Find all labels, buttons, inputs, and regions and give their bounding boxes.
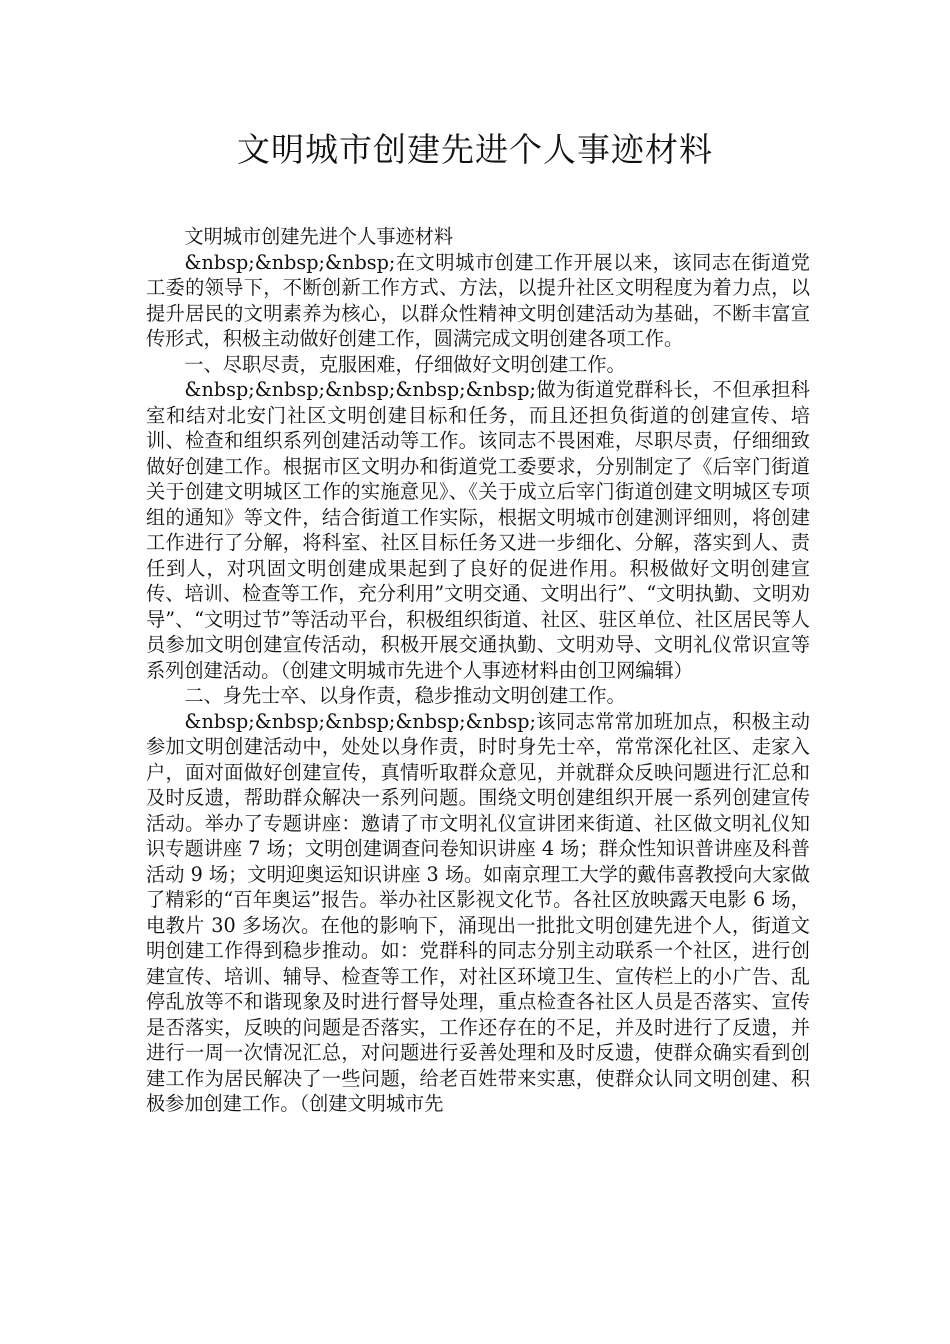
subtitle-paragraph: 文明城市创建先进个人事迹材料 [184, 225, 454, 248]
section-1-paragraph: &nbsp;&nbsp;&nbsp;&nbsp;&nbsp;做为街道党群科长，不但承担科室和结对北安门社区文明创建目标和任务，而且还担负街道的创建宣传、培训、检查和组织系列创建活动等工作。该同志不畏困难，尽职尽责，仔细细致做好创建工作。根据市区文明办和街道党工委要求，分别制定了《后宰门街道关于创建文明城区工作的实施意见》、《关于成立后宰门街道创建文明城区专项组的通知》等文件，结合街道工作实际，根据文明城市创建测评细则，将创建工作进行了分解，将科室、社区目标任务又进一步细化、分解，落实到人、责任到人，对巩固文明创建成果起到了良好的促进作用。积极做好文明创建宣传、培训、检查等工作，充分利用”文明交通、文明出行”、“文明执勤、文明劝导”、“文明过节”等活动平台，积极组织街道、社区、驻区单位、社区居民等人员参加文明创建宣传活动，积极开展交通执勤、文明劝导、文明礼仪常识宣等系列创建活动。（创建文明城市先进个人事迹材料由创卫网编辑） [146, 378, 810, 682]
document-body [146, 224, 810, 1117]
section-heading-2: 二、身先士卒、以身作责，稳步推动文明创建工作。 [184, 684, 626, 707]
document-title: 文明城市创建先进个人事迹材料 [237, 130, 713, 169]
section-2-paragraph: &nbsp;&nbsp;&nbsp;&nbsp;&nbsp;该同志常常加班加点，积极主动参加文明创建活动中，处处以身作责，时时身先士卒，常常深化社区、走家入户，面对面做好创建宣传，真情听取群众意见，并就群众反映问题进行汇总和及时反遗，帮助群众解决一系列问题。围绕文明创建组织开展一系列创建宣传活动。举办了专题讲座：邀请了市文明礼仪宣讲团来街道、社区做文明礼仪知识专题讲座 7 场；文明创建调查问卷知识讲座 4 场；群众性知识普讲座及科普活动 9 场；文明迎奥运知识讲座 3 场。如南京理工大学的戴伟喜教授向大家做了精彩的“百年奥运”报告。举办社区影视文化节。各社区放映露天电影 6 场，电教片 30 多场次。在他的影响下，涌现出一批批文明创建先进个人，街道文明创建工作得到稳步推动。如：党群科的同志分别主动联系一个社区，进行创建宣传、培训、辅导、检查等工作，对社区环境卫生、宣传栏上的小广告、乱停乱放等不和谐现象及时进行督导处理，重点检查各社区人员是否落实、宣传是否落实，反映的问题是否落实，工作还存在的不足，并及时进行了反遗，并进行一周一次情况汇总，对问题进行妥善处理和及时反遗，使群众确实看到创建工作为居民解决了一些问题，给老百姓带来实惠，使群众认同文明创建、积极参加创建工作。（创建文明城市先 [146, 709, 810, 1115]
section-heading-1: 一、尽职尽责，克服困难，仔细做好文明创建工作。 [184, 352, 626, 376]
intro-paragraph: &nbsp;&nbsp;&nbsp;在文明城市创建工作开展以来，该同志在街道党工委的领导下，不断创新工作方式、方法，以提升社区文明程度为着力点，以提升居民的文明素养为核心，以群众性精神文明创建活动为基础，不断丰富宣传形式，积极主动做好创建工作，圆满完成文明创建各项工作。 [146, 250, 810, 350]
